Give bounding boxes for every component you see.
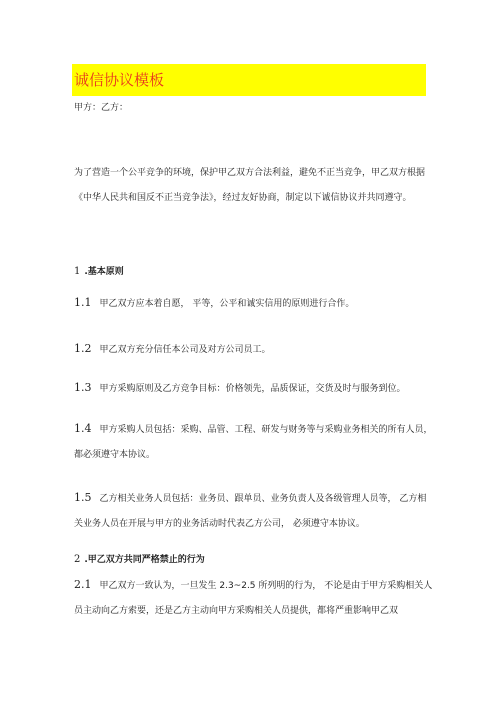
- clause-number: 1.4: [74, 422, 92, 435]
- section-number: 1: [74, 266, 81, 277]
- clause-text: 甲乙双方一致认为，一旦发生 2.3~2.5 所列明的行为， 不论是由于甲方采购相关人员主动向乙方索要，还是乙方主动向甲方采购相关人员提供，都将严重影响甲乙双: [74, 581, 433, 616]
- clause-number: 2.1: [74, 578, 92, 591]
- clause-2-1: [74, 572, 434, 624]
- section-title: .甲乙双方共同严格禁止的行为: [84, 555, 205, 565]
- section-number: 2: [74, 554, 81, 565]
- clause-number: 1.1: [74, 296, 92, 309]
- clause-1-3: [74, 375, 434, 402]
- section-heading-1: [74, 265, 124, 279]
- clause-number: 1.2: [74, 342, 92, 355]
- section-heading-2: [74, 553, 205, 567]
- clause-text: 甲方采购原则及乙方竞争目标：价格领先，品质保证，交货及时与服务到位。: [99, 384, 406, 394]
- clause-1-5: [74, 485, 434, 537]
- document-title: 诚信协议模板: [74, 71, 165, 89]
- clause-1-2: [74, 336, 434, 363]
- clause-text: 甲方采购人员包括：采购、品管、工程、研发与财务等与采购业务相关的所有人员， 都必须遵守本协议。: [74, 425, 433, 460]
- intro-paragraph: 为了营造一个公平竞争的环境，保护甲乙双方合法利益，避免不正当竞争，甲乙双方根据《中华人民共和国反不正当竞争法》，经过友好协商，制定以下诚信协议并共同遵守。: [74, 168, 426, 203]
- clause-text: 甲乙双方应本着自愿， 平等，公平和诚实信用的原则进行合作。: [99, 299, 355, 309]
- parties-line: 甲方：乙方：: [74, 103, 129, 113]
- clause-1-4: [74, 416, 434, 468]
- section-title: .基本原则: [84, 267, 124, 277]
- clause-text: 乙方相关业务人员包括：业务员、跟单员、业务负责人及各级管理人员等， 乙方相关业务人员在开展与甲方的业务活动时代表乙方公司， 必须遵守本协议。: [74, 494, 427, 529]
- clause-number: 1.5: [74, 491, 92, 504]
- clause-text: 甲乙双方充分信任本公司及对方公司员工。: [99, 345, 271, 355]
- clause-1-1: [74, 290, 434, 317]
- clause-number: 1.3: [74, 381, 92, 394]
